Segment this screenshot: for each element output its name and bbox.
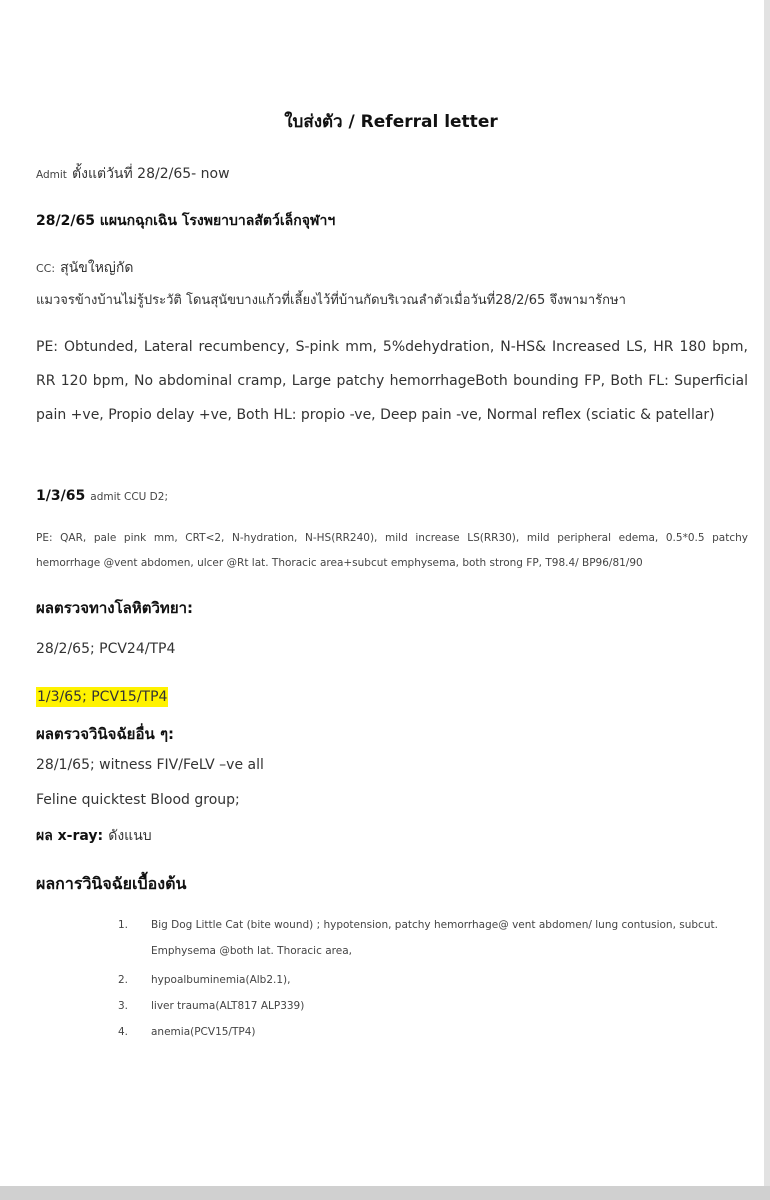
hematology-result-1: 28/2/65; PCV24/TP4 [36,641,176,657]
page-edge-right [764,0,770,1200]
cc-text: สุนัขใหญ่กัด [60,260,134,276]
list-item-text: hypoalbuminemia(Alb2.1), [151,974,291,986]
list-item-text: anemia(PCV15/TP4) [151,1026,256,1038]
document-title [0,108,770,135]
cc-line [36,257,133,279]
diagnosis-list [118,912,758,1045]
xray-line [36,825,152,847]
other-tests-heading: ผลตรวจวินิจฉัยอื่น ๆ: [36,725,175,743]
list-item-number: 1. [118,919,129,931]
other-test-1: 28/1/65; witness FIV/FeLV –ve all [36,757,264,773]
other-test-2: Feline quicktest Blood group; [36,792,240,808]
list-item-number: 2. [118,974,129,986]
hematology-heading: ผลตรวจทางโลหิตวิทยา: [36,599,194,617]
admit-line [36,163,230,185]
xray-label: ผล x-ray: [36,828,104,844]
title-thai: ใบส่งตัว [284,112,343,132]
history-line: แมวจรข้างบ้านไม่รู้ประวัติ โดนสุนัขบางแก้วที่เลี้ยงไว้ที่บ้านกัดบริเวณลำตัวเมื่อวันที่28/2/65 จึงพามารักษา [36,293,626,308]
admit-text: ตั้งแต่วันที่ 28/2/65- now [72,166,230,182]
list-item [118,912,758,964]
title-english: Referral letter [360,112,498,132]
page-edge-bottom [0,1186,770,1200]
hematology-result-2 [36,689,168,705]
highlighted-result: 1/3/65; PCV15/TP4 [37,689,168,705]
list-item [118,967,758,993]
list-item [118,1019,758,1045]
ccu-line [36,485,168,504]
pe-ccu-paragraph: PE: QAR, pale pink mm, CRT<2, N-hydration, N-HS(RR240), mild increase LS(RR30), mild peripheral edema, 0.5*0.5 patchy hemorrhage @vent abdomen, ulcer @Rt lat. Thoracic area+subcut emphysema, both strong FP, T98.4/ BP96/81/90 [36,532,748,569]
ccu-date: 1/3/65 [36,488,86,504]
title-separator: / [348,112,355,132]
xray-text: ดังแนบ [108,828,152,844]
diagnosis-heading: ผลการวินิจฉัยเบื้องต้น [36,874,187,893]
list-item-number: 4. [118,1026,129,1038]
ccu-text: admit CCU D2; [90,491,168,503]
pe-initial-paragraph: PE: Obtunded, Lateral recumbency, S-pink mm, 5%dehydration, N-HS& Increased LS, HR 180 bpm, RR 120 bpm, No abdominal cramp, Large patchy hemorrhageBoth bounding FP, Both FL: Superficial pain +ve, Propio delay +ve, Both HL: propio -ve, Deep pain -ve, Normal reflex (sciatic & patellar) [36,339,748,423]
cc-label: CC: [36,262,56,275]
admit-label: Admit [36,169,67,181]
er-line: 28/2/65 แผนกฉุกเฉิน โรงพยาบาลสัตว์เล็กจุฬาฯ [36,213,336,229]
list-item-text: liver trauma(ALT817 ALP339) [151,1000,305,1012]
list-item-number: 3. [118,1000,129,1012]
list-item [118,993,758,1019]
list-item-text: Big Dog Little Cat (bite wound) ; hypotension, patchy hemorrhage@ vent abdomen/ lung contusion, subcut. Emphysema @both lat. Thoracic area, [151,919,718,957]
